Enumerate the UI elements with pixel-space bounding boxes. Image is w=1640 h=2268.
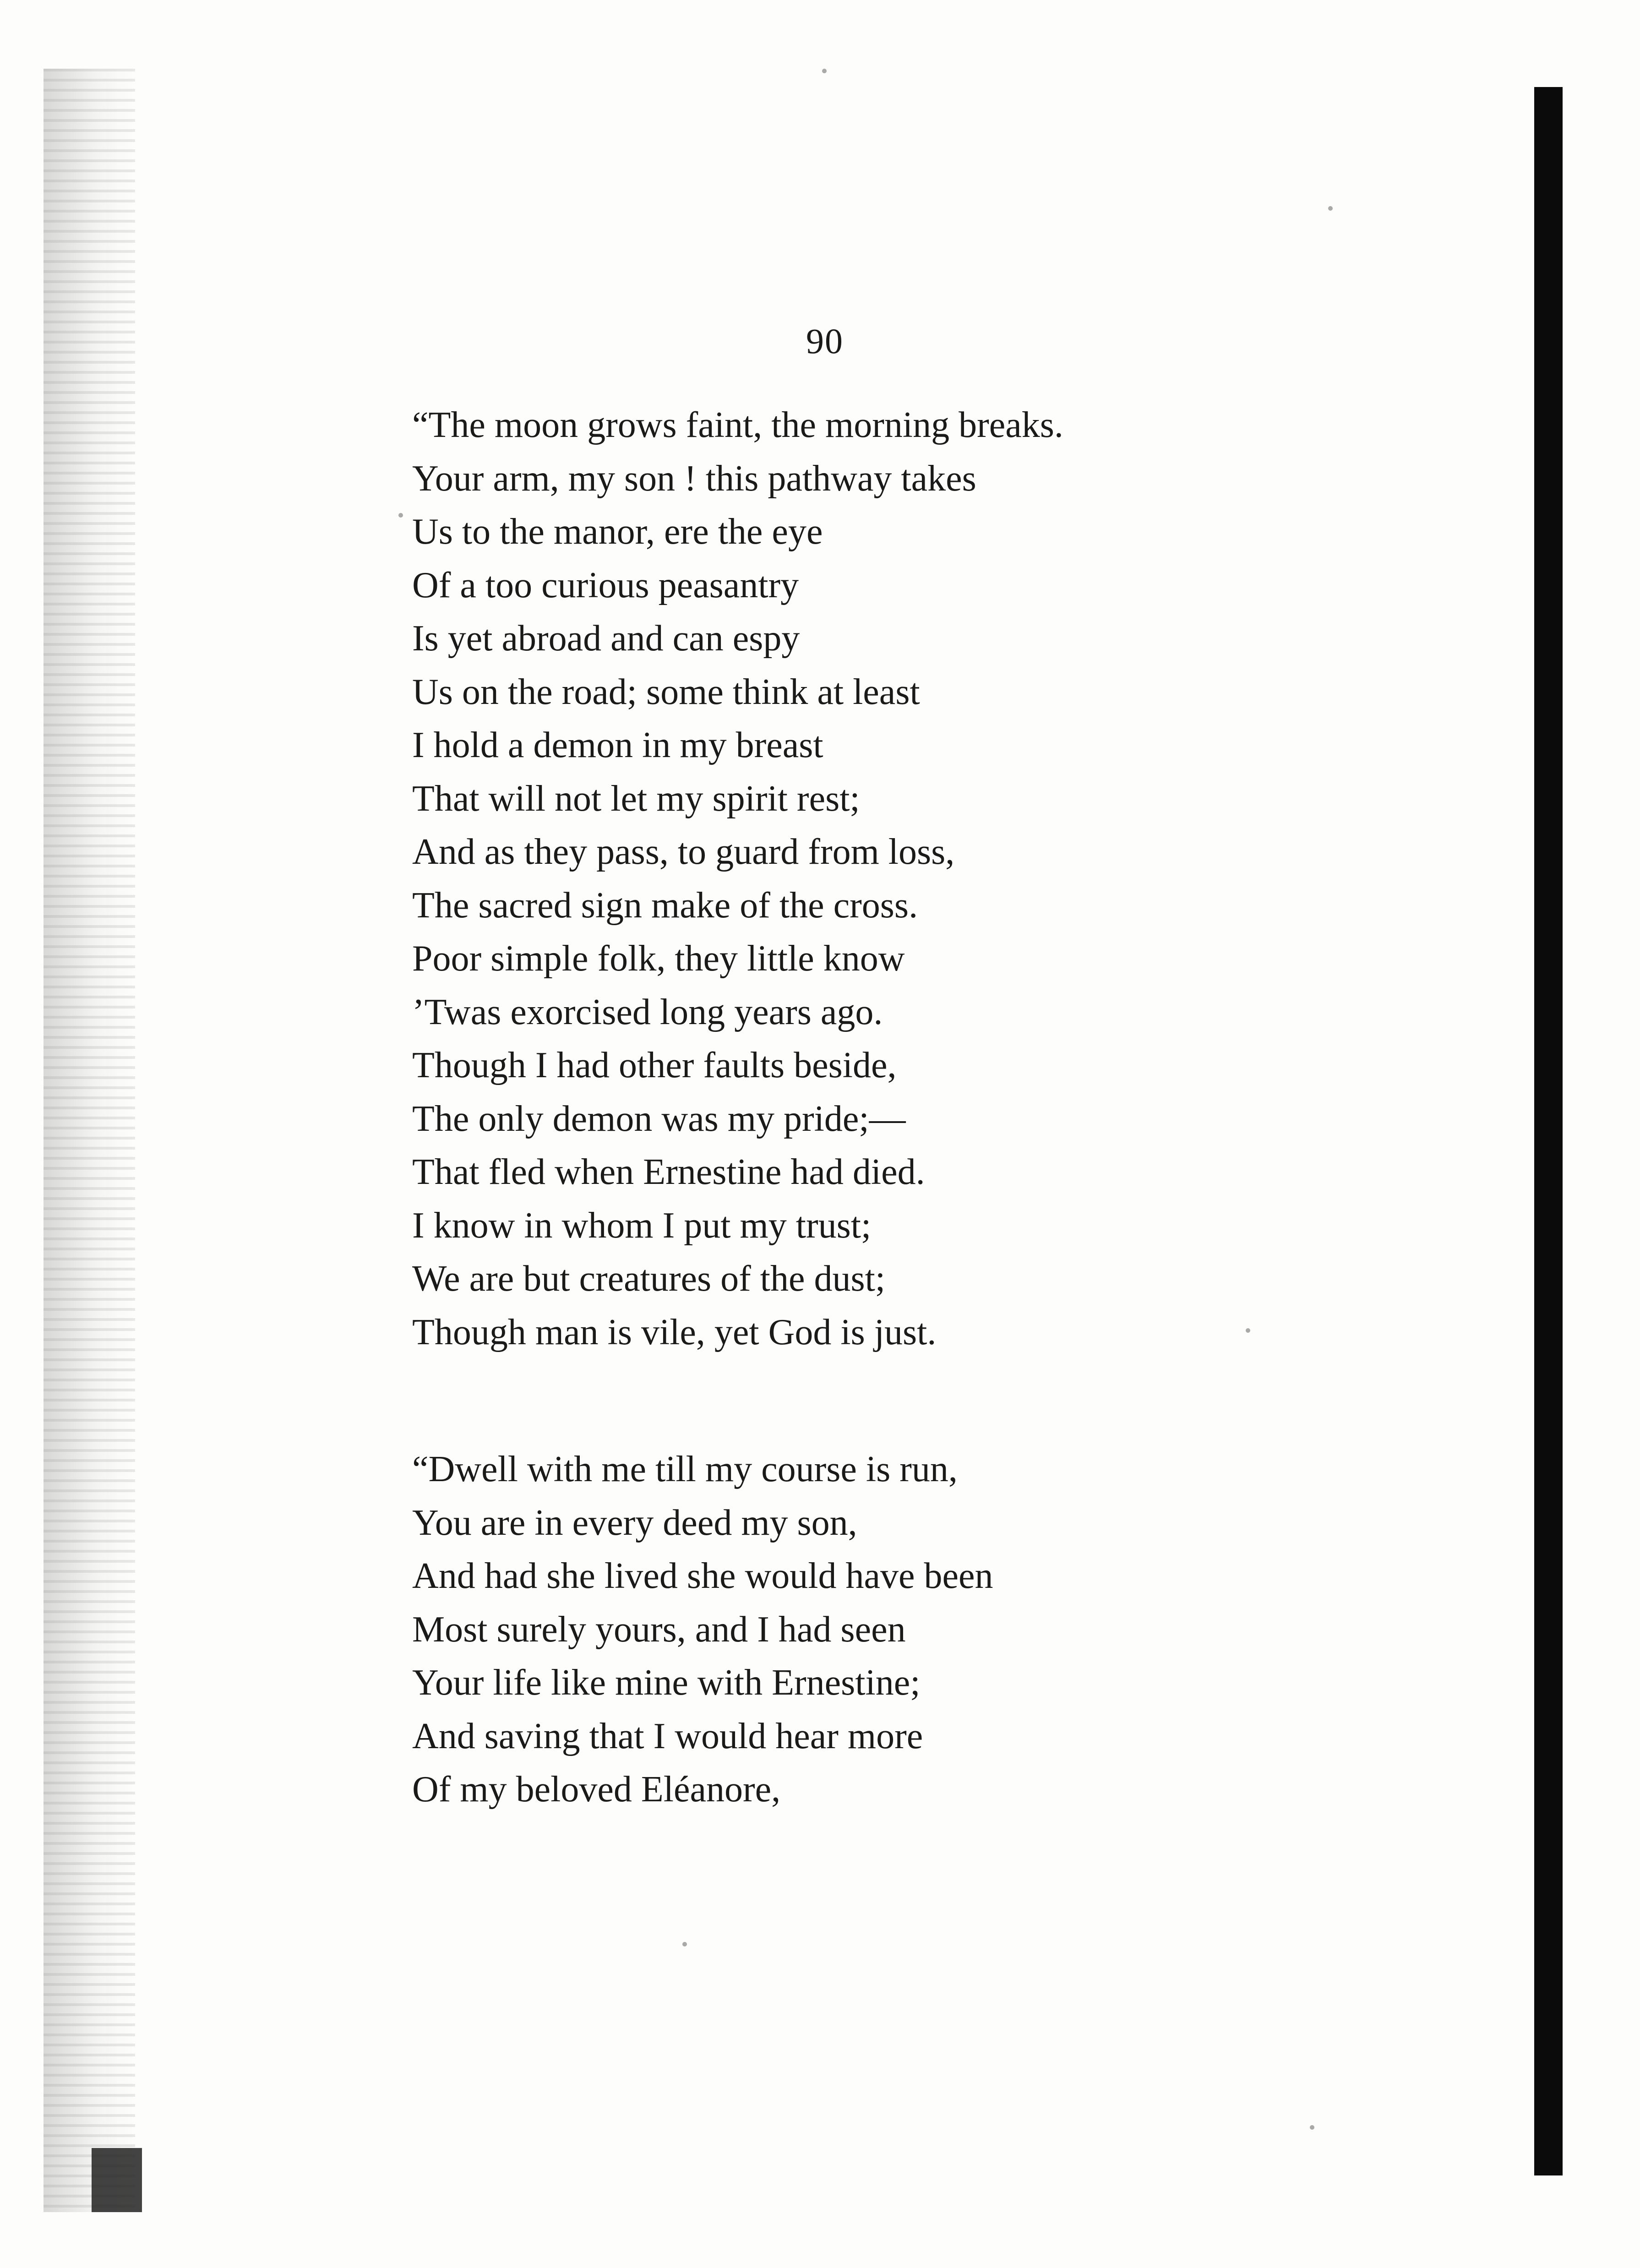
verse-line: The sacred sign make of the cross. bbox=[412, 885, 918, 926]
scan-speck bbox=[1328, 206, 1333, 211]
stanza bbox=[412, 1443, 993, 1816]
verse-line: I know in whom I put my trust; bbox=[412, 1205, 872, 1246]
verse-line: Most surely yours, and I had seen bbox=[412, 1609, 906, 1650]
verse-line: Us to the manor, ere the eye bbox=[412, 512, 823, 552]
verse-line: Your life like mine with Ernestine; bbox=[412, 1663, 921, 1703]
scan-speck bbox=[822, 69, 827, 73]
scan-speck bbox=[1310, 2125, 1314, 2130]
binding-mark bbox=[92, 2148, 142, 2212]
verse-line: You are in every deed my son, bbox=[412, 1502, 857, 1543]
verse-line: And had she lived she would have been bbox=[412, 1556, 993, 1596]
verse-line: Though I had other faults beside, bbox=[412, 1045, 897, 1085]
scan-speck bbox=[1246, 1328, 1250, 1333]
verse-line: ’Twas exorcised long years ago. bbox=[412, 992, 883, 1032]
verse-line: And saving that I would hear more bbox=[412, 1716, 923, 1756]
verse-line: Is yet abroad and can espy bbox=[412, 618, 800, 659]
stanza bbox=[412, 398, 1063, 1359]
verse-line: Us on the road; some think at least bbox=[412, 671, 920, 712]
scan-speck bbox=[398, 513, 403, 518]
page-edge-bar bbox=[1534, 87, 1563, 2175]
verse-line: Your arm, my son ! this pathway takes bbox=[412, 458, 976, 499]
page-number: 90 bbox=[806, 321, 844, 361]
verse-line: The only demon was my pride;— bbox=[412, 1098, 906, 1139]
verse-line: “The moon grows faint, the morning breaks. bbox=[412, 405, 1063, 445]
verse-line: That will not let my spirit rest; bbox=[412, 778, 860, 819]
binding-edge bbox=[44, 69, 135, 2212]
verse-line: I hold a demon in my breast bbox=[412, 725, 823, 765]
verse-line: “Dwell with me till my course is run, bbox=[412, 1449, 958, 1489]
verse-line: And as they pass, to guard from loss, bbox=[412, 832, 955, 872]
verse-line: We are but creatures of the dust; bbox=[412, 1259, 886, 1299]
verse-line: Of a too curious peasantry bbox=[412, 565, 799, 605]
scan-speck bbox=[682, 1942, 687, 1946]
verse-line: Though man is vile, yet God is just. bbox=[412, 1312, 937, 1352]
verse-line: Poor simple folk, they little know bbox=[412, 938, 905, 979]
verse-line: Of my beloved Eléanore, bbox=[412, 1769, 781, 1810]
verse-line: That fled when Ernestine had died. bbox=[412, 1152, 925, 1192]
